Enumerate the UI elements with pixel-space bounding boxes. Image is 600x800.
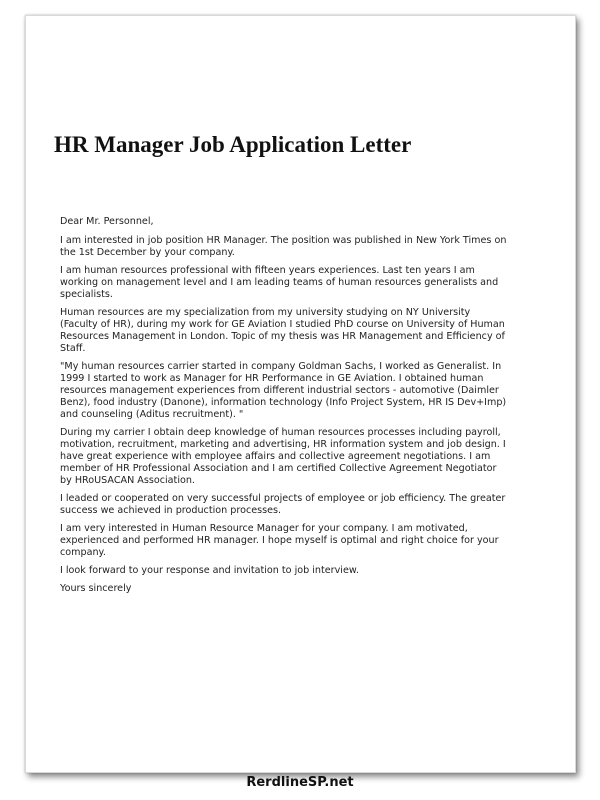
page-title: HR Manager Job Application Letter xyxy=(54,132,412,157)
letter-body xyxy=(60,216,510,601)
letter-paragraph-4: "My human resources carrier started in company Goldman Sachs, I worked as Generalist. In 1999 I started to work as Manager for HR Performance in GE Aviation. I obtained human resources management experiences from different industrial sectors - automotive (Daimler Benz), food industry (Danone), information technology (Info Project System, HR IS Dev+Imp) and counseling (Aditus recruitment). " xyxy=(60,361,507,420)
letter-salutation: Dear Mr. Personnel, xyxy=(60,216,154,227)
letter-closing: Yours sincerely xyxy=(60,583,132,594)
letter-paragraph-1: I am interested in job position HR Manager. The position was published in New York Times on the 1st December by your company. xyxy=(60,235,507,258)
letter-paragraph-6: I leaded or cooperated on very successful projects of employee or job efficiency. The greater success we achieved in production processes. xyxy=(60,493,506,516)
letter-paragraph-3: Human resources are my specialization from my university studying on NY University (Faculty of HR), during my work for GE Aviation I studied PhD course on University of Human Resources Management in London. Topic of my thesis was HR Management and Efficiency of Staff. xyxy=(60,307,505,354)
site-watermark: RerdlineSP.net xyxy=(246,775,354,790)
letter-paragraph-7: I am very interested in Human Resource Manager for your company. I am motivated, experienced and performed HR manager. I hope myself is optimal and right choice for your company. xyxy=(60,523,499,558)
letter-paragraph-2: I am human resources professional with fifteen years experiences. Last ten years I am working on management level and I am leading teams of human resources generalists and specialists. xyxy=(60,265,499,300)
letter-paragraph-5: During my carrier I obtain deep knowledge of human resources processes including payroll, motivation, recruitment, marketing and advertising, HR information system and job design. I have great experience with employee affairs and collective agreement negotiations. I am member of HR Professional Association and I am certified Collective Agreement Negotiator by HRoUSACAN Association. xyxy=(60,427,506,486)
letter-paragraph-8: I look forward to your response and invitation to job interview. xyxy=(60,565,359,576)
